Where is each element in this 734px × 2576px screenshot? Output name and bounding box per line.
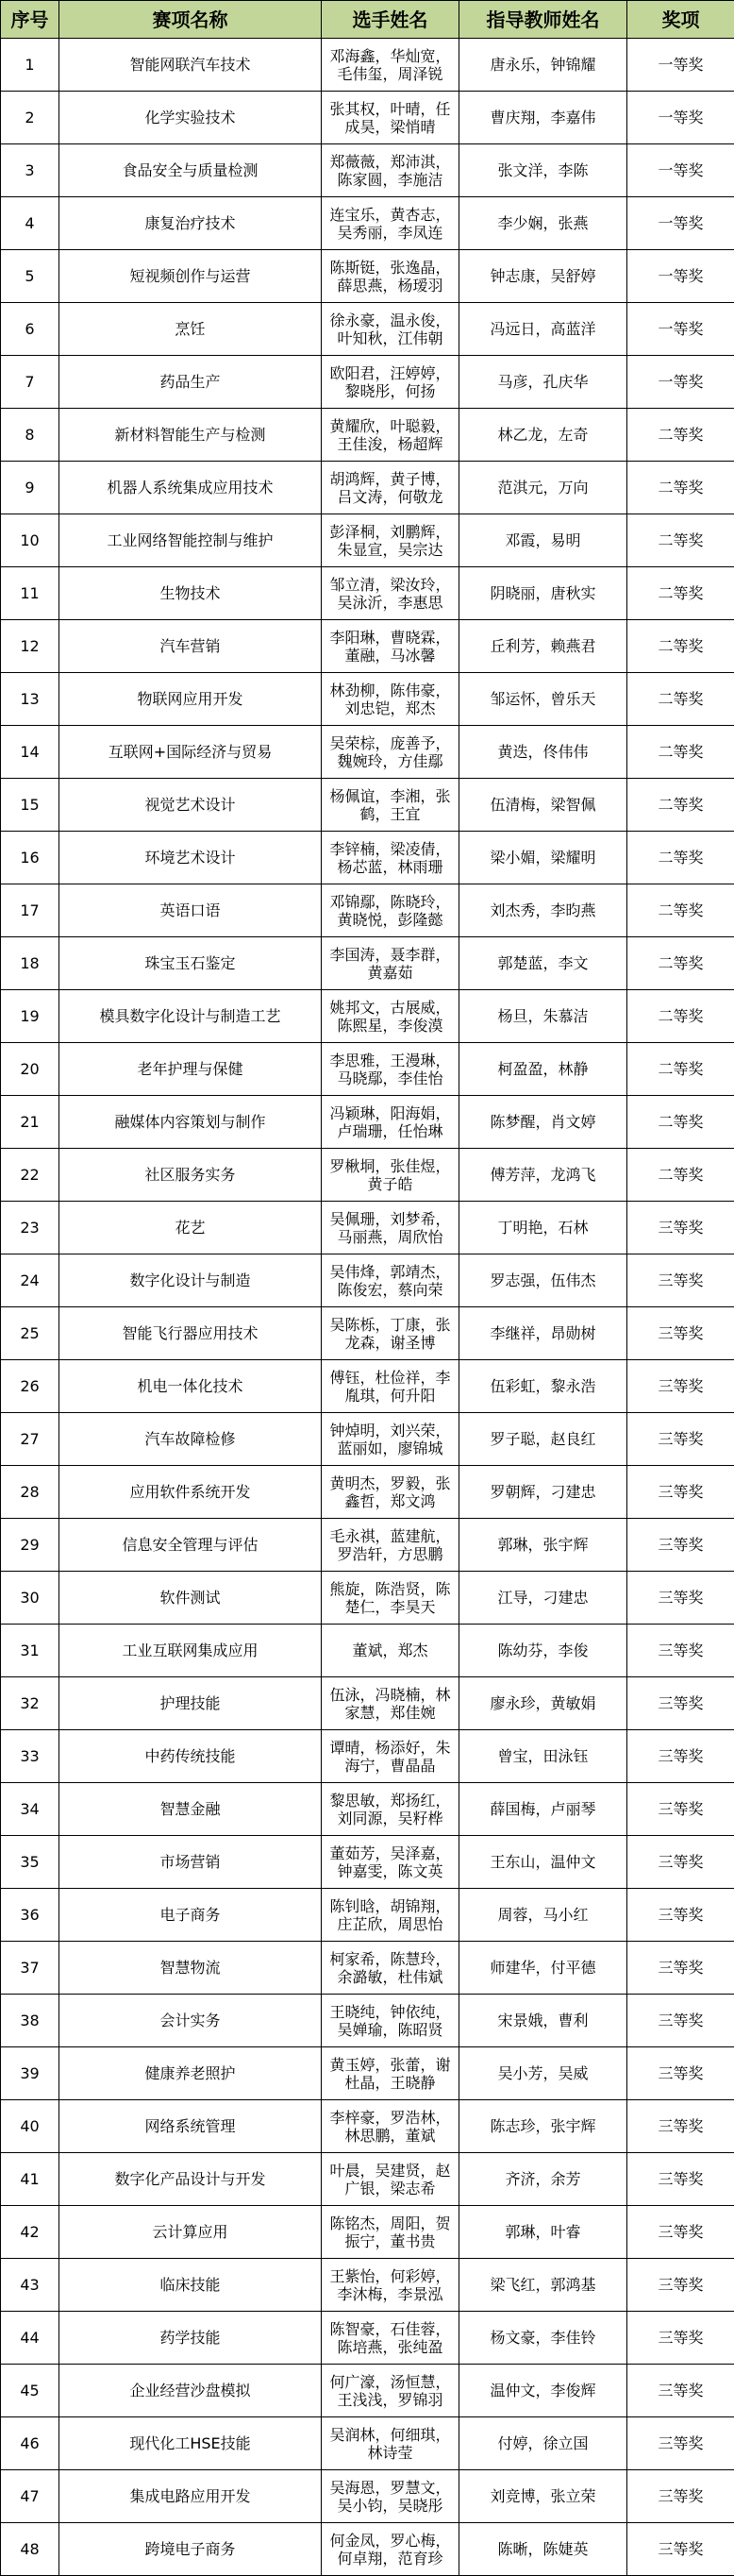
row-event-name: 会计实务 — [59, 1995, 322, 2047]
row-index: 19 — [1, 990, 59, 1043]
row-index: 46 — [1, 2417, 59, 2470]
row-teacher-names: 傅芳萍，龙鸿飞 — [459, 1149, 627, 1202]
row-player-names: 董茹芳，吴泽嘉，钟嘉雯，陈文英 — [322, 1836, 459, 1889]
table-row — [1, 1730, 734, 1783]
row-award: 三等奖 — [627, 2523, 734, 2576]
row-event-name: 云计算应用 — [59, 2206, 322, 2259]
row-event-name: 化学实验技术 — [59, 92, 322, 144]
row-teacher-names: 宋景娥，曹利 — [459, 1995, 627, 2047]
row-event-name: 智慧金融 — [59, 1783, 322, 1836]
row-award: 三等奖 — [627, 1783, 734, 1836]
table-row — [1, 1360, 734, 1413]
row-award: 三等奖 — [627, 1995, 734, 2047]
row-player-names: 伍泳，冯晓楠，林家慧，郑佳婉 — [322, 1677, 459, 1730]
row-award: 二等奖 — [627, 462, 734, 514]
table-row — [1, 620, 734, 673]
row-award: 二等奖 — [627, 1043, 734, 1096]
row-teacher-names: 丁明艳，石林 — [459, 1202, 627, 1254]
row-teacher-names: 杨旦，朱慕洁 — [459, 990, 627, 1043]
row-event-name: 环境艺术设计 — [59, 832, 322, 884]
row-teacher-names: 曾宝，田泳钰 — [459, 1730, 627, 1783]
row-award: 二等奖 — [627, 1149, 734, 1202]
table-row — [1, 937, 734, 990]
table-row — [1, 726, 734, 779]
row-index: 27 — [1, 1413, 59, 1466]
row-index: 4 — [1, 197, 59, 250]
row-player-names: 胡鸿辉，黄子博，吕文涛，何敬龙 — [322, 462, 459, 514]
row-award: 一等奖 — [627, 39, 734, 92]
row-index: 16 — [1, 832, 59, 884]
row-teacher-names: 林乙龙，左奇 — [459, 409, 627, 462]
row-player-names: 张其权，叶晴，任成昊，梁悄晴 — [322, 92, 459, 144]
row-player-names: 黄明杰，罗毅，张鑫哲，郑文鸿 — [322, 1466, 459, 1519]
row-index: 29 — [1, 1519, 59, 1572]
row-player-names: 罗楸垌，张佳煜，黄子皓 — [322, 1149, 459, 1202]
row-index: 1 — [1, 39, 59, 92]
row-index: 11 — [1, 567, 59, 620]
row-award: 三等奖 — [627, 1730, 734, 1783]
header-players: 选手姓名 — [322, 1, 459, 39]
row-player-names: 吴佩珊，刘梦希，马丽燕，周欣怡 — [322, 1202, 459, 1254]
row-award: 三等奖 — [627, 1836, 734, 1889]
row-teacher-names: 陈志珍，张宇辉 — [459, 2100, 627, 2153]
table-row — [1, 250, 734, 303]
row-teacher-names: 温仲文，李俊辉 — [459, 2365, 627, 2417]
row-event-name: 物联网应用开发 — [59, 673, 322, 726]
row-player-names: 熊旋，陈浩贤，陈楚仁，李昊天 — [322, 1572, 459, 1625]
row-index: 42 — [1, 2206, 59, 2259]
row-award: 二等奖 — [627, 937, 734, 990]
row-event-name: 企业经营沙盘模拟 — [59, 2365, 322, 2417]
row-award: 三等奖 — [627, 1889, 734, 1942]
table-row — [1, 2206, 734, 2259]
row-award: 一等奖 — [627, 303, 734, 356]
row-teacher-names: 李继祥，昂勋树 — [459, 1307, 627, 1360]
row-player-names: 李国涛，聂李群，黄嘉茹 — [322, 937, 459, 990]
row-player-names: 陈智豪，石佳蓉，陈培燕，张纯盈 — [322, 2312, 459, 2365]
row-event-name: 药学技能 — [59, 2312, 322, 2365]
row-player-names: 黄耀欣，叶聪毅，王佳浚，杨超辉 — [322, 409, 459, 462]
row-award: 二等奖 — [627, 673, 734, 726]
row-index: 14 — [1, 726, 59, 779]
row-event-name: 康复治疗技术 — [59, 197, 322, 250]
row-teacher-names: 郭琳，张宇辉 — [459, 1519, 627, 1572]
row-player-names: 邓海鑫，华灿宽，毛伟玺，周泽锐 — [322, 39, 459, 92]
row-index: 7 — [1, 356, 59, 409]
row-event-name: 模具数字化设计与制造工艺 — [59, 990, 322, 1043]
table-row — [1, 1625, 734, 1677]
row-award: 三等奖 — [627, 1202, 734, 1254]
row-player-names: 姚邦文，古展威，陈熙星，李俊漠 — [322, 990, 459, 1043]
row-player-names: 邓锦鄢，陈晓玲，黄晓悦，彭隆懿 — [322, 884, 459, 937]
row-player-names: 吴润林，何细琪，林诗莹 — [322, 2417, 459, 2470]
row-award: 三等奖 — [627, 2206, 734, 2259]
row-award: 一等奖 — [627, 250, 734, 303]
row-event-name: 食品安全与质量检测 — [59, 144, 322, 197]
row-index: 3 — [1, 144, 59, 197]
row-teacher-names: 曹庆翔，李嘉伟 — [459, 92, 627, 144]
table-row — [1, 1202, 734, 1254]
row-player-names: 李思雅，王漫琳，马晓鄢，李佳怡 — [322, 1043, 459, 1096]
row-index: 8 — [1, 409, 59, 462]
row-event-name: 智慧物流 — [59, 1942, 322, 1995]
row-player-names: 连宝乐，黄杏志，吴秀丽，李凤连 — [322, 197, 459, 250]
row-teacher-names: 伍清梅，梁智佩 — [459, 779, 627, 832]
table-row — [1, 409, 734, 462]
row-award: 三等奖 — [627, 2259, 734, 2312]
row-event-name: 集成电路应用开发 — [59, 2470, 322, 2523]
row-teacher-names: 罗朝辉，刁建忠 — [459, 1466, 627, 1519]
row-award: 一等奖 — [627, 356, 734, 409]
row-award: 二等奖 — [627, 726, 734, 779]
table-row — [1, 2259, 734, 2312]
row-event-name: 网络系统管理 — [59, 2100, 322, 2153]
row-award: 一等奖 — [627, 144, 734, 197]
row-award: 三等奖 — [627, 2153, 734, 2206]
row-index: 45 — [1, 2365, 59, 2417]
row-event-name: 老年护理与保健 — [59, 1043, 322, 1096]
row-player-names: 邹立清，梁汝玲，吴泳沂，李惠思 — [322, 567, 459, 620]
row-teacher-names: 陈晰，陈婕英 — [459, 2523, 627, 2576]
table-row — [1, 1942, 734, 1995]
row-player-names: 林劲柳，陈伟豪，刘忠铠，郑杰 — [322, 673, 459, 726]
row-teacher-names: 王东山，温仲文 — [459, 1836, 627, 1889]
row-player-names: 陈铭杰，周阳，贺振宁，董书贵 — [322, 2206, 459, 2259]
table-row — [1, 673, 734, 726]
row-teacher-names: 丘利芳，赖燕君 — [459, 620, 627, 673]
row-event-name: 融媒体内容策划与制作 — [59, 1096, 322, 1149]
header-event: 赛项名称 — [59, 1, 322, 39]
row-teacher-names: 陈梦醒，肖文婷 — [459, 1096, 627, 1149]
row-award: 二等奖 — [627, 990, 734, 1043]
row-event-name: 工业互联网集成应用 — [59, 1625, 322, 1677]
row-teacher-names: 黄迭，佟伟伟 — [459, 726, 627, 779]
row-index: 33 — [1, 1730, 59, 1783]
row-event-name: 汽车营销 — [59, 620, 322, 673]
row-teacher-names: 邹运怀，曾乐天 — [459, 673, 627, 726]
row-player-names: 毛永祺，蓝建航，罗浩轩，方思鹏 — [322, 1519, 459, 1572]
row-index: 28 — [1, 1466, 59, 1519]
table-row — [1, 1043, 734, 1096]
row-award: 三等奖 — [627, 1519, 734, 1572]
row-teacher-names: 范淇元，万向 — [459, 462, 627, 514]
table-row — [1, 1995, 734, 2047]
row-player-names: 王晓纯，钟依纯，吴婵瑜，陈昭贤 — [322, 1995, 459, 2047]
row-award: 二等奖 — [627, 567, 734, 620]
row-award: 二等奖 — [627, 779, 734, 832]
row-index: 30 — [1, 1572, 59, 1625]
row-teacher-names: 师建华，付平德 — [459, 1942, 627, 1995]
row-award: 一等奖 — [627, 92, 734, 144]
row-index: 44 — [1, 2312, 59, 2365]
table-row — [1, 1836, 734, 1889]
row-player-names: 柯家希，陈慧玲，余潞敏，杜伟斌 — [322, 1942, 459, 1995]
header-award: 奖项 — [627, 1, 734, 39]
row-event-name: 信息安全管理与评估 — [59, 1519, 322, 1572]
row-award: 二等奖 — [627, 884, 734, 937]
table-row — [1, 1519, 734, 1572]
table-row — [1, 514, 734, 567]
table-row — [1, 1096, 734, 1149]
row-player-names: 吴伟烽，郭靖杰，陈俊宏，蔡向荣 — [322, 1254, 459, 1307]
row-player-names: 徐永豪，温永俊，叶知秋，江伟朝 — [322, 303, 459, 356]
row-index: 31 — [1, 1625, 59, 1677]
row-teacher-names: 廖永珍，黄敏娟 — [459, 1677, 627, 1730]
header-teachers: 指导教师姓名 — [459, 1, 627, 39]
row-award: 二等奖 — [627, 620, 734, 673]
row-award: 三等奖 — [627, 2100, 734, 2153]
row-teacher-names: 付婷，徐立国 — [459, 2417, 627, 2470]
row-event-name: 健康养老照护 — [59, 2047, 322, 2100]
table-header — [1, 1, 734, 39]
row-award: 二等奖 — [627, 409, 734, 462]
row-teacher-names: 薛国梅，卢丽琴 — [459, 1783, 627, 1836]
row-index: 12 — [1, 620, 59, 673]
table-row — [1, 356, 734, 409]
row-award: 三等奖 — [627, 2417, 734, 2470]
row-player-names: 李梓豪，罗浩林，林思鹏，董斌 — [322, 2100, 459, 2153]
table-row — [1, 779, 734, 832]
row-teacher-names: 邓霞，易明 — [459, 514, 627, 567]
row-teacher-names: 罗志强，伍伟杰 — [459, 1254, 627, 1307]
row-award: 三等奖 — [627, 1307, 734, 1360]
row-player-names: 傅钰，杜俭祥，李胤琪，何升阳 — [322, 1360, 459, 1413]
table-row — [1, 1149, 734, 1202]
row-award: 三等奖 — [627, 1254, 734, 1307]
row-event-name: 视觉艺术设计 — [59, 779, 322, 832]
row-event-name: 跨境电子商务 — [59, 2523, 322, 2576]
header-row — [1, 1, 734, 39]
row-award: 三等奖 — [627, 1466, 734, 1519]
row-player-names: 吴海恩，罗慧文，吴小钧，吴晓彤 — [322, 2470, 459, 2523]
row-award: 三等奖 — [627, 2312, 734, 2365]
row-player-names: 钟焯明，刘兴荣，蓝丽如，廖锦城 — [322, 1413, 459, 1466]
row-teacher-names: 刘竞博，张立荣 — [459, 2470, 627, 2523]
row-event-name: 应用软件系统开发 — [59, 1466, 322, 1519]
table-row — [1, 1413, 734, 1466]
row-teacher-names: 罗子聪，赵良红 — [459, 1413, 627, 1466]
table-row — [1, 2365, 734, 2417]
row-award: 三等奖 — [627, 1413, 734, 1466]
row-index: 2 — [1, 92, 59, 144]
row-teacher-names: 郭琳，叶睿 — [459, 2206, 627, 2259]
row-teacher-names: 江导，刁建忠 — [459, 1572, 627, 1625]
table-row — [1, 1783, 734, 1836]
row-event-name: 互联网+国际经济与贸易 — [59, 726, 322, 779]
row-teacher-names: 伍彩虹，黎永浩 — [459, 1360, 627, 1413]
row-teacher-names: 梁小媚，梁耀明 — [459, 832, 627, 884]
row-event-name: 新材料智能生产与检测 — [59, 409, 322, 462]
row-index: 34 — [1, 1783, 59, 1836]
row-index: 6 — [1, 303, 59, 356]
row-index: 15 — [1, 779, 59, 832]
row-index: 9 — [1, 462, 59, 514]
row-player-names: 彭泽桐，刘鹏辉，朱显宣，吴宗达 — [322, 514, 459, 567]
row-index: 41 — [1, 2153, 59, 2206]
row-index: 43 — [1, 2259, 59, 2312]
row-award: 三等奖 — [627, 2047, 734, 2100]
row-index: 21 — [1, 1096, 59, 1149]
row-teacher-names: 周蓉，马小红 — [459, 1889, 627, 1942]
row-teacher-names: 柯盈盈，林静 — [459, 1043, 627, 1096]
row-teacher-names: 钟志康，吴舒婷 — [459, 250, 627, 303]
row-teacher-names: 唐永乐，钟锦耀 — [459, 39, 627, 92]
row-event-name: 机电一体化技术 — [59, 1360, 322, 1413]
table-row — [1, 144, 734, 197]
row-event-name: 智能网联汽车技术 — [59, 39, 322, 92]
row-award: 三等奖 — [627, 2365, 734, 2417]
row-event-name: 数字化产品设计与开发 — [59, 2153, 322, 2206]
table-row — [1, 2312, 734, 2365]
table-row — [1, 1889, 734, 1942]
row-event-name: 短视频创作与运营 — [59, 250, 322, 303]
row-event-name: 智能飞行器应用技术 — [59, 1307, 322, 1360]
row-index: 24 — [1, 1254, 59, 1307]
row-event-name: 烹饪 — [59, 303, 322, 356]
row-teacher-names: 梁飞红，郭鸿基 — [459, 2259, 627, 2312]
row-index: 5 — [1, 250, 59, 303]
table-row — [1, 1307, 734, 1360]
row-event-name: 药品生产 — [59, 356, 322, 409]
row-event-name: 工业网络智能控制与维护 — [59, 514, 322, 567]
row-award: 一等奖 — [627, 197, 734, 250]
row-teacher-names: 马彦，孔庆华 — [459, 356, 627, 409]
table-row — [1, 1254, 734, 1307]
row-player-names: 吴陈栎，丁康，张龙森，谢圣博 — [322, 1307, 459, 1360]
row-player-names: 董斌，郑杰 — [322, 1625, 459, 1677]
table-row — [1, 2470, 734, 2523]
row-player-names: 陈斯铤，张逸晶，薛思燕，杨瑷羽 — [322, 250, 459, 303]
row-teacher-names: 张文洋，李陈 — [459, 144, 627, 197]
table-row — [1, 92, 734, 144]
row-index: 39 — [1, 2047, 59, 2100]
row-teacher-names: 冯远日，高蓝洋 — [459, 303, 627, 356]
row-player-names: 冯颖琳，阳海娟，卢瑞珊，任怡琳 — [322, 1096, 459, 1149]
row-player-names: 陈钊晗，胡锦翔，庄芷欣，周思怡 — [322, 1889, 459, 1942]
table-row — [1, 197, 734, 250]
row-index: 10 — [1, 514, 59, 567]
table-row — [1, 567, 734, 620]
row-player-names: 王紫怡，何彩婷，李沐梅，李景泓 — [322, 2259, 459, 2312]
row-event-name: 生物技术 — [59, 567, 322, 620]
row-event-name: 汽车故障检修 — [59, 1413, 322, 1466]
table-row — [1, 2047, 734, 2100]
row-index: 37 — [1, 1942, 59, 1995]
table-row — [1, 462, 734, 514]
row-index: 17 — [1, 884, 59, 937]
row-player-names: 何金凤，罗心梅，何卓翔，范育珍 — [322, 2523, 459, 2576]
table-row — [1, 303, 734, 356]
row-award: 二等奖 — [627, 1096, 734, 1149]
row-index: 38 — [1, 1995, 59, 2047]
row-index: 36 — [1, 1889, 59, 1942]
row-event-name: 市场营销 — [59, 1836, 322, 1889]
row-player-names: 郑薇薇，郑沛淇，陈家圆，李施洁 — [322, 144, 459, 197]
row-award: 三等奖 — [627, 1360, 734, 1413]
row-teacher-names: 杨文豪，李佳铃 — [459, 2312, 627, 2365]
table-body — [1, 39, 734, 2576]
row-index: 22 — [1, 1149, 59, 1202]
row-award: 三等奖 — [627, 1942, 734, 1995]
row-event-name: 机器人系统集成应用技术 — [59, 462, 322, 514]
row-player-names: 欧阳君，汪婷婷，黎晓彤，何扬 — [322, 356, 459, 409]
row-teacher-names: 陈幼芬，李俊 — [459, 1625, 627, 1677]
row-index: 32 — [1, 1677, 59, 1730]
row-player-names: 谭晴，杨添好，朱海宁，曹晶晶 — [322, 1730, 459, 1783]
row-player-names: 黎思敏，郑扬红，刘同源，吴籽桦 — [322, 1783, 459, 1836]
header-index: 序号 — [1, 1, 59, 39]
row-award: 二等奖 — [627, 514, 734, 567]
row-index: 47 — [1, 2470, 59, 2523]
row-player-names: 杨佩谊，李湘，张鹤，王宜 — [322, 779, 459, 832]
row-index: 35 — [1, 1836, 59, 1889]
row-event-name: 电子商务 — [59, 1889, 322, 1942]
row-event-name: 珠宝玉石鉴定 — [59, 937, 322, 990]
row-award: 三等奖 — [627, 1625, 734, 1677]
row-teacher-names: 刘杰秀，李昀燕 — [459, 884, 627, 937]
row-event-name: 数字化设计与制造 — [59, 1254, 322, 1307]
row-event-name: 中药传统技能 — [59, 1730, 322, 1783]
row-teacher-names: 李少娴，张燕 — [459, 197, 627, 250]
row-index: 18 — [1, 937, 59, 990]
table-row — [1, 2417, 734, 2470]
row-teacher-names: 吴小芳，吴威 — [459, 2047, 627, 2100]
row-index: 26 — [1, 1360, 59, 1413]
row-event-name: 社区服务实务 — [59, 1149, 322, 1202]
row-teacher-names: 齐济，余芳 — [459, 2153, 627, 2206]
row-index: 23 — [1, 1202, 59, 1254]
table-row — [1, 990, 734, 1043]
row-index: 25 — [1, 1307, 59, 1360]
row-index: 20 — [1, 1043, 59, 1096]
row-award: 二等奖 — [627, 832, 734, 884]
row-event-name: 临床技能 — [59, 2259, 322, 2312]
table-row — [1, 2523, 734, 2576]
row-player-names: 吴荣棕，庞善予，魏婉玲，方佳鄢 — [322, 726, 459, 779]
table-row — [1, 2153, 734, 2206]
row-player-names: 黄玉婷，张蕾，谢杜晶，王晓静 — [322, 2047, 459, 2100]
row-event-name: 现代化工HSE技能 — [59, 2417, 322, 2470]
row-award: 三等奖 — [627, 2470, 734, 2523]
table-row — [1, 39, 734, 92]
table-row — [1, 884, 734, 937]
row-player-names: 李阳琳，曹晓霖，董融，马冰馨 — [322, 620, 459, 673]
row-event-name: 花艺 — [59, 1202, 322, 1254]
row-index: 48 — [1, 2523, 59, 2576]
row-player-names: 李锌楠，梁凌倩，杨芯蓝，林雨珊 — [322, 832, 459, 884]
table-row — [1, 1677, 734, 1730]
row-award: 三等奖 — [627, 1677, 734, 1730]
row-event-name: 护理技能 — [59, 1677, 322, 1730]
row-player-names: 叶晨，吴建贤，赵广银，梁志希 — [322, 2153, 459, 2206]
row-award: 三等奖 — [627, 1572, 734, 1625]
row-teacher-names: 阴晓丽，唐秋实 — [459, 567, 627, 620]
row-event-name: 英语口语 — [59, 884, 322, 937]
table-row — [1, 1572, 734, 1625]
row-index: 13 — [1, 673, 59, 726]
row-index: 40 — [1, 2100, 59, 2153]
table-row — [1, 1466, 734, 1519]
table-row — [1, 832, 734, 884]
row-event-name: 软件测试 — [59, 1572, 322, 1625]
row-player-names: 何广濠，汤恒慧，王浅浅，罗锦羽 — [322, 2365, 459, 2417]
row-teacher-names: 郭楚蓝，李文 — [459, 937, 627, 990]
table-row — [1, 2100, 734, 2153]
